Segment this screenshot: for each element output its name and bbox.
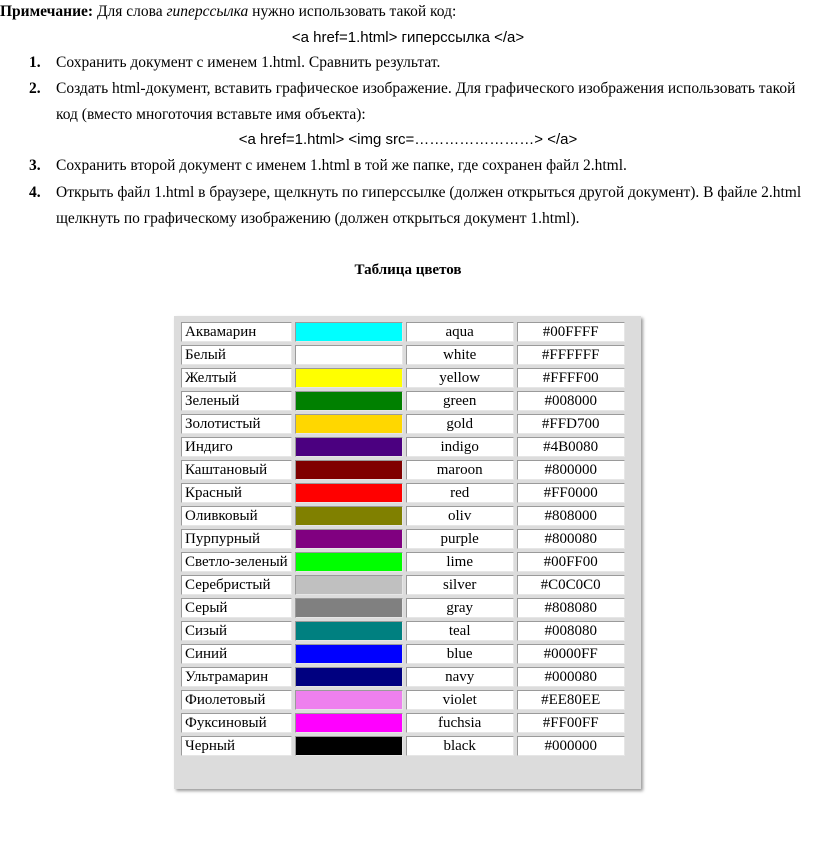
step-number: 3. <box>29 157 41 174</box>
color-name-cell: Белый <box>181 345 292 365</box>
step-number: 4. <box>29 184 41 201</box>
color-hex-cell: #800000 <box>517 460 625 480</box>
color-keyword-cell: white <box>406 345 514 365</box>
table-row <box>181 506 625 526</box>
color-keyword-cell: teal <box>406 621 514 641</box>
note-text-before: Для слова <box>93 3 167 20</box>
color-hex-cell: #FFFF00 <box>517 368 625 388</box>
color-name-cell: Красный <box>181 483 292 503</box>
color-table <box>178 319 628 759</box>
table-row <box>181 391 625 411</box>
step-text: Сохранить второй документ с именем 1.html в той же папке, где сохранен файл 2.html. <box>56 157 627 174</box>
color-swatch <box>295 322 403 342</box>
color-name-cell: Оливковый <box>181 506 292 526</box>
step-text: Сохранить документ с именем 1.html. Сравнить результат. <box>56 54 441 71</box>
note-paragraph <box>0 2 456 22</box>
color-swatch <box>295 644 403 664</box>
step-number: 2. <box>29 80 41 97</box>
color-swatch <box>295 437 403 457</box>
color-hex-cell: #C0C0C0 <box>517 575 625 595</box>
color-swatch <box>295 529 403 549</box>
table-row <box>181 644 625 664</box>
color-hex-cell: #00FFFF <box>517 322 625 342</box>
code-example-image: <a href=1.html> <img src=……………………> </a> <box>238 131 578 148</box>
color-hex-cell: #008080 <box>517 621 625 641</box>
table-row <box>181 322 625 342</box>
step-number: 1. <box>29 54 41 71</box>
color-keyword-cell: gray <box>406 598 514 618</box>
table-row <box>181 690 625 710</box>
table-row <box>181 368 625 388</box>
color-swatch <box>295 667 403 687</box>
color-swatch <box>295 368 403 388</box>
color-name-cell: Синий <box>181 644 292 664</box>
color-swatch <box>295 575 403 595</box>
color-swatch <box>295 713 403 733</box>
color-hex-cell: #FFFFFF <box>517 345 625 365</box>
color-keyword-cell: indigo <box>406 437 514 457</box>
color-keyword-cell: blue <box>406 644 514 664</box>
note-word: гиперссылка <box>166 3 249 20</box>
color-keyword-cell: fuchsia <box>406 713 514 733</box>
color-name-cell: Пурпурный <box>181 529 292 549</box>
color-keyword-cell: maroon <box>406 460 514 480</box>
color-name-cell: Ультрамарин <box>181 667 292 687</box>
table-row <box>181 736 625 756</box>
color-hex-cell: #008000 <box>517 391 625 411</box>
color-table-frame <box>174 316 641 789</box>
color-name-cell: Фиолетовый <box>181 690 292 710</box>
table-row <box>181 529 625 549</box>
table-row <box>181 483 625 503</box>
color-keyword-cell: green <box>406 391 514 411</box>
table-title: Таблица цветов <box>354 262 462 278</box>
color-name-cell: Желтый <box>181 368 292 388</box>
color-keyword-cell: red <box>406 483 514 503</box>
color-swatch <box>295 345 403 365</box>
table-row <box>181 460 625 480</box>
table-row <box>181 414 625 434</box>
color-swatch <box>295 552 403 572</box>
color-name-cell: Серый <box>181 598 292 618</box>
color-swatch <box>295 483 403 503</box>
step-text: Создать html-документ, вставить графическое изображение. Для графического изображения использовать такой код (вместо многоточия вставьте имя объекта): <box>56 80 796 123</box>
table-row <box>181 621 625 641</box>
color-name-cell: Каштановый <box>181 460 292 480</box>
color-hex-cell: #EE80EE <box>517 690 625 710</box>
table-row <box>181 667 625 687</box>
color-keyword-cell: purple <box>406 529 514 549</box>
color-name-cell: Золотистый <box>181 414 292 434</box>
table-row <box>181 713 625 733</box>
color-name-cell: Черный <box>181 736 292 756</box>
color-keyword-cell: lime <box>406 552 514 572</box>
color-name-cell: Светло-зеленый <box>181 552 292 572</box>
code-example-link: <a href=1.html> гиперссылка </a> <box>291 29 525 46</box>
color-swatch <box>295 598 403 618</box>
color-hex-cell: #800080 <box>517 529 625 549</box>
table-row <box>181 345 625 365</box>
color-hex-cell: #808080 <box>517 598 625 618</box>
table-row <box>181 552 625 572</box>
color-hex-cell: #FFD700 <box>517 414 625 434</box>
color-hex-cell: #FF0000 <box>517 483 625 503</box>
note-label: Примечание: <box>0 3 94 20</box>
color-keyword-cell: violet <box>406 690 514 710</box>
color-name-cell: Аквамарин <box>181 322 292 342</box>
color-name-cell: Зеленый <box>181 391 292 411</box>
color-name-cell: Сизый <box>181 621 292 641</box>
color-hex-cell: #000000 <box>517 736 625 756</box>
step-text: Открыть файл 1.html в браузере, щелкнуть по гиперссылке (должен открыться другой документ). В файле 2.html щелкнуть по графическому изображению (должен открыться документ 1.html). <box>56 184 802 227</box>
color-swatch <box>295 414 403 434</box>
color-swatch <box>295 690 403 710</box>
color-swatch <box>295 460 403 480</box>
color-swatch <box>295 391 403 411</box>
color-swatch <box>295 736 403 756</box>
color-keyword-cell: silver <box>406 575 514 595</box>
color-hex-cell: #808000 <box>517 506 625 526</box>
color-name-cell: Фуксиновый <box>181 713 292 733</box>
color-name-cell: Серебристый <box>181 575 292 595</box>
color-keyword-cell: black <box>406 736 514 756</box>
color-swatch <box>295 506 403 526</box>
color-hex-cell: #0000FF <box>517 644 625 664</box>
color-keyword-cell: oliv <box>406 506 514 526</box>
color-keyword-cell: navy <box>406 667 514 687</box>
color-hex-cell: #FF00FF <box>517 713 625 733</box>
color-name-cell: Индиго <box>181 437 292 457</box>
note-text-after: нужно использовать такой код: <box>248 3 457 20</box>
color-swatch <box>295 621 403 641</box>
color-keyword-cell: aqua <box>406 322 514 342</box>
table-row <box>181 437 625 457</box>
color-keyword-cell: yellow <box>406 368 514 388</box>
table-row <box>181 598 625 618</box>
color-hex-cell: #000080 <box>517 667 625 687</box>
color-hex-cell: #4B0080 <box>517 437 625 457</box>
color-keyword-cell: gold <box>406 414 514 434</box>
color-hex-cell: #00FF00 <box>517 552 625 572</box>
table-row <box>181 575 625 595</box>
